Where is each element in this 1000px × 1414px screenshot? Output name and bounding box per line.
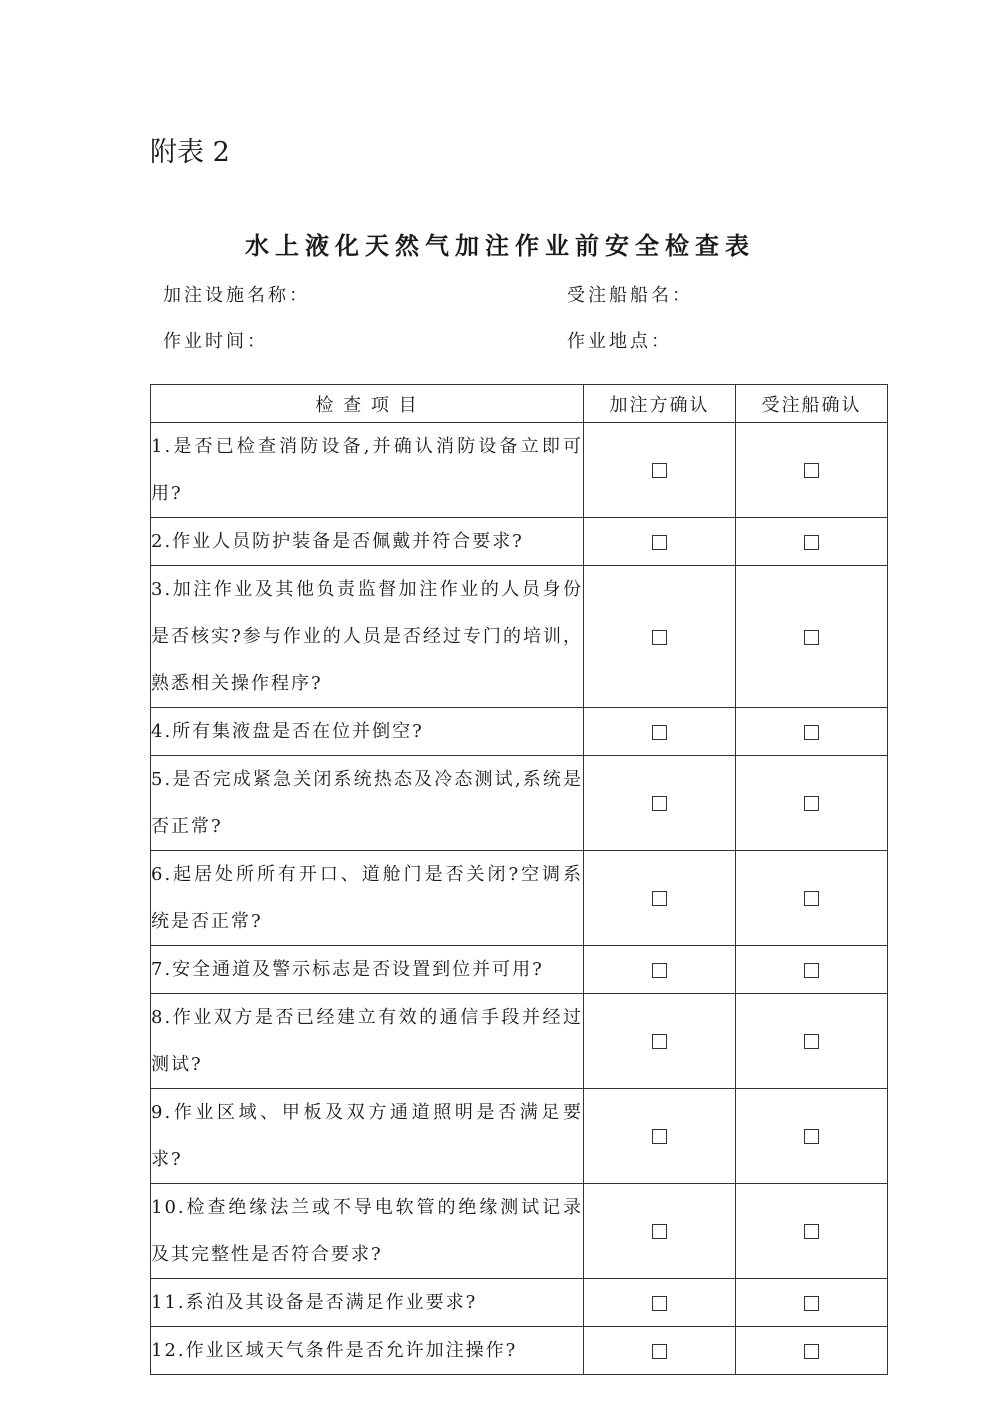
receiver-confirm-cell <box>736 1184 888 1279</box>
supplier-confirm-cell <box>584 1184 736 1279</box>
check-item-text: 7.安全通道及警示标志是否设置到位并可用? <box>151 946 584 994</box>
check-item-text: 4.所有集液盘是否在位并倒空? <box>151 708 584 756</box>
checkbox-icon[interactable] <box>804 535 819 550</box>
supplier-confirm-cell <box>584 946 736 994</box>
checkbox-icon[interactable] <box>804 630 819 645</box>
supplier-confirm-cell <box>584 518 736 566</box>
check-item-text: 3.加注作业及其他负责监督加注作业的人员身份是否核实?参与作业的人员是否经过专门的培训，熟悉相关操作程序? <box>151 566 584 708</box>
checkbox-icon[interactable] <box>804 1034 819 1049</box>
header-check-item: 检 查 项 目 <box>151 385 584 423</box>
document-title: 水上液化天然气加注作业前安全检查表 <box>245 231 755 260</box>
receiver-confirm-cell <box>736 946 888 994</box>
checkbox-icon[interactable] <box>652 1129 667 1144</box>
page-label: 附表 2 <box>150 137 230 168</box>
facility-name-label: 加注设施名称： <box>163 285 310 306</box>
table-row <box>151 518 888 566</box>
supplier-confirm-cell <box>584 1279 736 1327</box>
check-item-text: 2.作业人员防护装备是否佩戴并符合要求? <box>151 518 584 566</box>
receiver-confirm-cell <box>736 756 888 851</box>
supplier-confirm-cell <box>584 851 736 946</box>
table-row <box>151 708 888 756</box>
checkbox-icon[interactable] <box>652 1296 667 1311</box>
receiver-confirm-cell <box>736 994 888 1089</box>
checkbox-icon[interactable] <box>652 463 667 478</box>
check-item-text: 11.系泊及其设备是否满足作业要求? <box>151 1279 584 1327</box>
table-row <box>151 946 888 994</box>
checkbox-icon[interactable] <box>652 725 667 740</box>
checkbox-icon[interactable] <box>652 1224 667 1239</box>
checkbox-icon[interactable] <box>804 1344 819 1359</box>
checkbox-icon[interactable] <box>804 1224 819 1239</box>
operation-location-label: 作业地点： <box>567 331 672 352</box>
table-row <box>151 423 888 518</box>
checkbox-icon[interactable] <box>652 535 667 550</box>
supplier-confirm-cell <box>584 756 736 851</box>
checkbox-icon[interactable] <box>804 1129 819 1144</box>
receiver-confirm-cell <box>736 1327 888 1375</box>
checkbox-icon[interactable] <box>804 463 819 478</box>
supplier-confirm-cell <box>584 994 736 1089</box>
checkbox-icon[interactable] <box>804 963 819 978</box>
table-row <box>151 566 888 708</box>
table-row <box>151 756 888 851</box>
operation-time-label: 作业时间： <box>163 331 268 352</box>
checkbox-icon[interactable] <box>804 1296 819 1311</box>
table-header-row <box>151 385 888 423</box>
receiver-confirm-cell <box>736 851 888 946</box>
receiver-confirm-cell <box>736 1089 888 1184</box>
receiver-confirm-cell <box>736 1279 888 1327</box>
supplier-confirm-cell <box>584 566 736 708</box>
supplier-confirm-cell <box>584 1089 736 1184</box>
check-item-text: 8.作业双方是否已经建立有效的通信手段并经过测试? <box>151 994 584 1089</box>
table-row <box>151 1279 888 1327</box>
table-row <box>151 851 888 946</box>
table-row <box>151 994 888 1089</box>
supplier-confirm-cell <box>584 1327 736 1375</box>
receiver-confirm-cell <box>736 708 888 756</box>
check-item-text: 5.是否完成紧急关闭系统热态及冷态测试,系统是否正常? <box>151 756 584 851</box>
checkbox-icon[interactable] <box>652 796 667 811</box>
receiving-ship-label: 受注船船名： <box>567 285 693 306</box>
receiver-confirm-cell <box>736 518 888 566</box>
check-item-text: 9.作业区域、甲板及双方通道照明是否满足要求? <box>151 1089 584 1184</box>
checkbox-icon[interactable] <box>652 1034 667 1049</box>
table-row <box>151 1184 888 1279</box>
checkbox-icon[interactable] <box>652 630 667 645</box>
checkbox-icon[interactable] <box>804 725 819 740</box>
check-item-text: 12.作业区域天气条件是否允许加注操作? <box>151 1327 584 1375</box>
receiver-confirm-cell <box>736 423 888 518</box>
checkbox-icon[interactable] <box>652 891 667 906</box>
table-row <box>151 1089 888 1184</box>
supplier-confirm-cell <box>584 423 736 518</box>
safety-checklist-table <box>150 384 888 1375</box>
table-row <box>151 1327 888 1375</box>
receiver-confirm-cell <box>736 566 888 708</box>
check-item-text: 6.起居处所所有开口、道舱门是否关闭?空调系统是否正常? <box>151 851 584 946</box>
header-receiver-confirm: 受注船确认 <box>736 385 888 423</box>
supplier-confirm-cell <box>584 708 736 756</box>
check-item-text: 10.检查绝缘法兰或不导电软管的绝缘测试记录及其完整性是否符合要求? <box>151 1184 584 1279</box>
check-item-text: 1.是否已检查消防设备,并确认消防设备立即可用? <box>151 423 584 518</box>
checkbox-icon[interactable] <box>804 796 819 811</box>
checkbox-icon[interactable] <box>652 963 667 978</box>
checkbox-icon[interactable] <box>804 891 819 906</box>
checkbox-icon[interactable] <box>652 1344 667 1359</box>
header-supplier-confirm: 加注方确认 <box>584 385 736 423</box>
